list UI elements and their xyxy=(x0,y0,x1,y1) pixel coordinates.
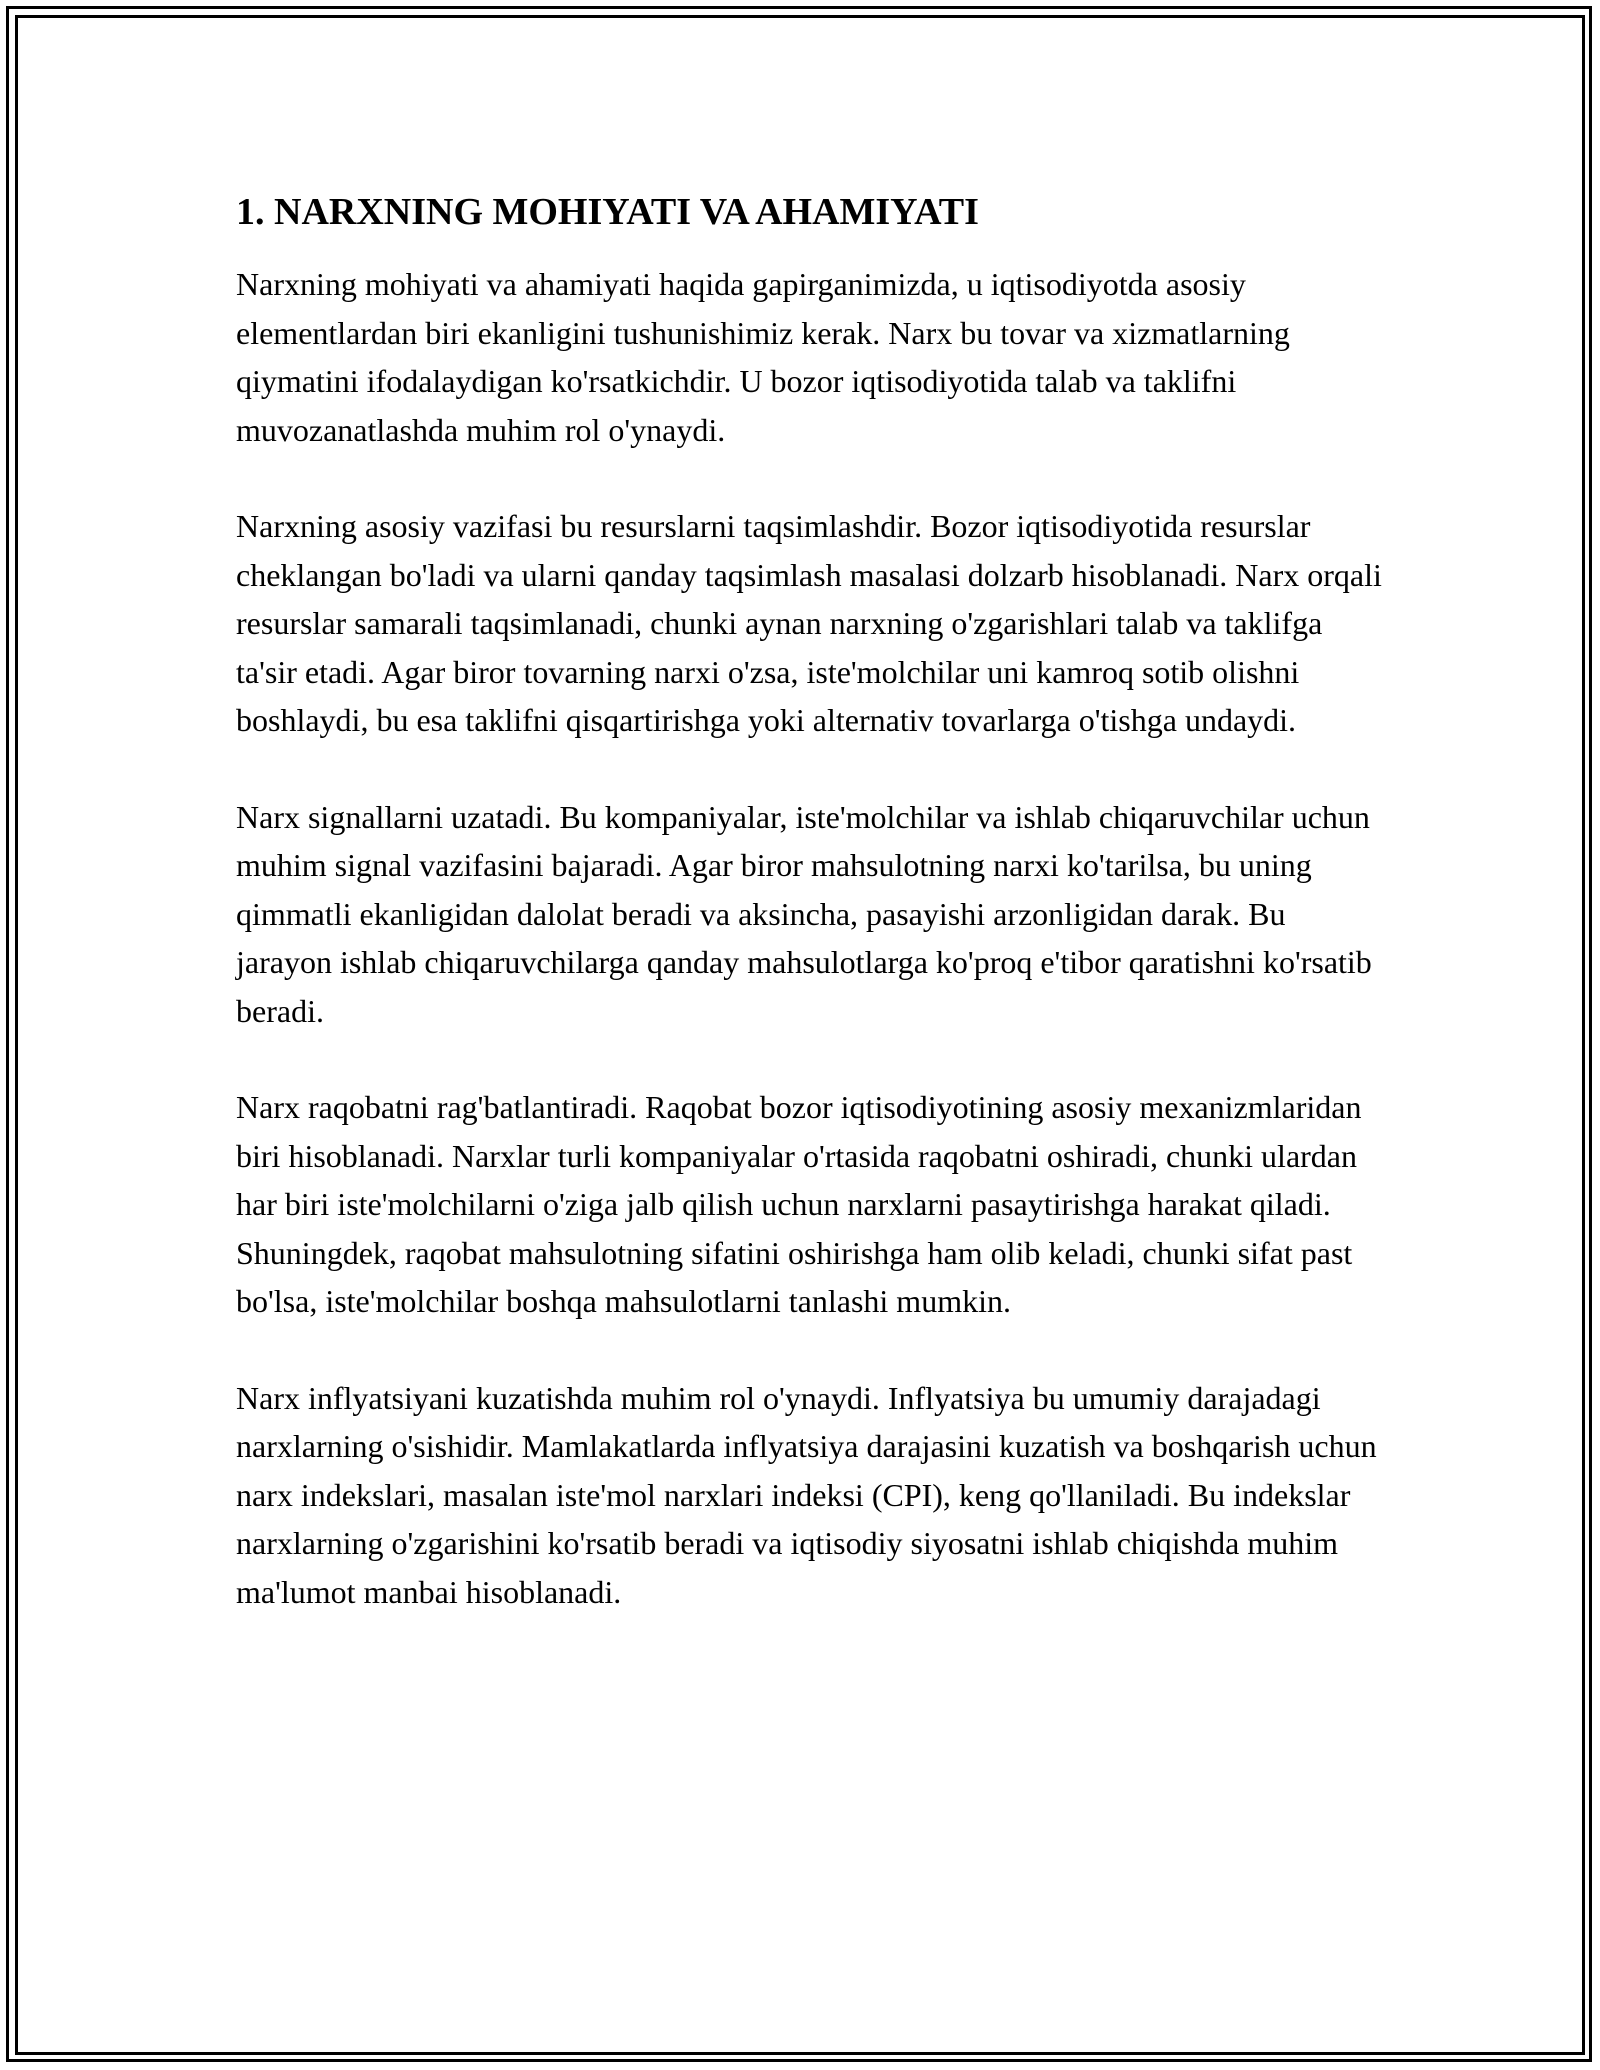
paragraph-essence: Narxning mohiyati va ahamiyati haqida gapirganimizda, u iqtisodiyotda asosiy elementlardan biri ekanligini tushunishimiz kerak. Narx bu tovar va xizmatlarning qiymatini ifodalaydigan ko'rsatkichdir. U bozor iqtisodiyotida talab va taklifni muvozanatlashda muhim rol o'ynaydi. xyxy=(236,266,1290,448)
paragraph-price-signals: Narx signallarni uzatadi. Bu kompaniyalar, iste'molchilar va ishlab chiqaruvchilar uchun muhim signal vazifasini bajaradi. Agar biror mahsulotning narxi ko'tarilsa, bu uning qimmatli ekanligidan dalolat beradi va aksincha, pasayishi arzonligidan darak. Bu jarayon ishlab chiqaruvchilarga qanday mahsulotlarga ko'proq e'tibor qaratishni ko'rsatib beradi. xyxy=(236,798,1372,1029)
document-body xyxy=(236,186,1386,1664)
paragraph-resource-allocation: Narxning asosiy vazifasi bu resurslarni taqsimlashdir. Bozor iqtisodiyotida resurslar cheklangan bo'ladi va ularni qanday taqsimlash masalasi dolzarb hisoblanadi. Narx orqali resurslar samarali taqsimlanadi, chunki aynan narxning o'zgarishlari talab va taklifga ta'sir etadi. Agar biror tovarning narxi o'zsa, iste'molchilar uni kamroq sotib olishni boshlaydi, bu esa taklifni qisqartirishga yoki alternativ tovarlarga o'tishga undaydi. xyxy=(236,508,1382,738)
paragraph-competition: Narx raqobatni rag'batlantiradi. Raqobat bozor iqtisodiyotining asosiy mexanizmlaridan biri hisoblanadi. Narxlar turli kompaniyalar o'rtasida raqobatni oshiradi, chunki ulardan har biri iste'molchilarni o'ziga jalb qilish uchun narxlarni pasaytirishga harakat qiladi. Shuningdek, raqobat mahsulotning sifatini oshirishga ham olib keladi, chunki sifat past bo'lsa, iste'molchilar boshqa mahsulotlarni tanlashi mumkin. xyxy=(236,1089,1362,1319)
section-heading: 1. NARXNING MOHIYATI VA AHAMIYATI xyxy=(236,191,979,233)
paragraph-inflation: Narx inflyatsiyani kuzatishda muhim rol o'ynaydi. Inflyatsiya bu umumiy darajadagi narxlarning o'sishidir. Mamlakatlarda inflyatsiya darajasini kuzatish va boshqarish uchun narx indekslari, masalan iste'mol narxlari indeksi (CPI), keng qo'llaniladi. Bu indekslar narxlarning o'zgarishini ko'rsatib beradi va iqtisodiy siyosatni ishlab chiqishda muhim ma'lumot manbai hisoblanadi. xyxy=(236,1379,1377,1610)
